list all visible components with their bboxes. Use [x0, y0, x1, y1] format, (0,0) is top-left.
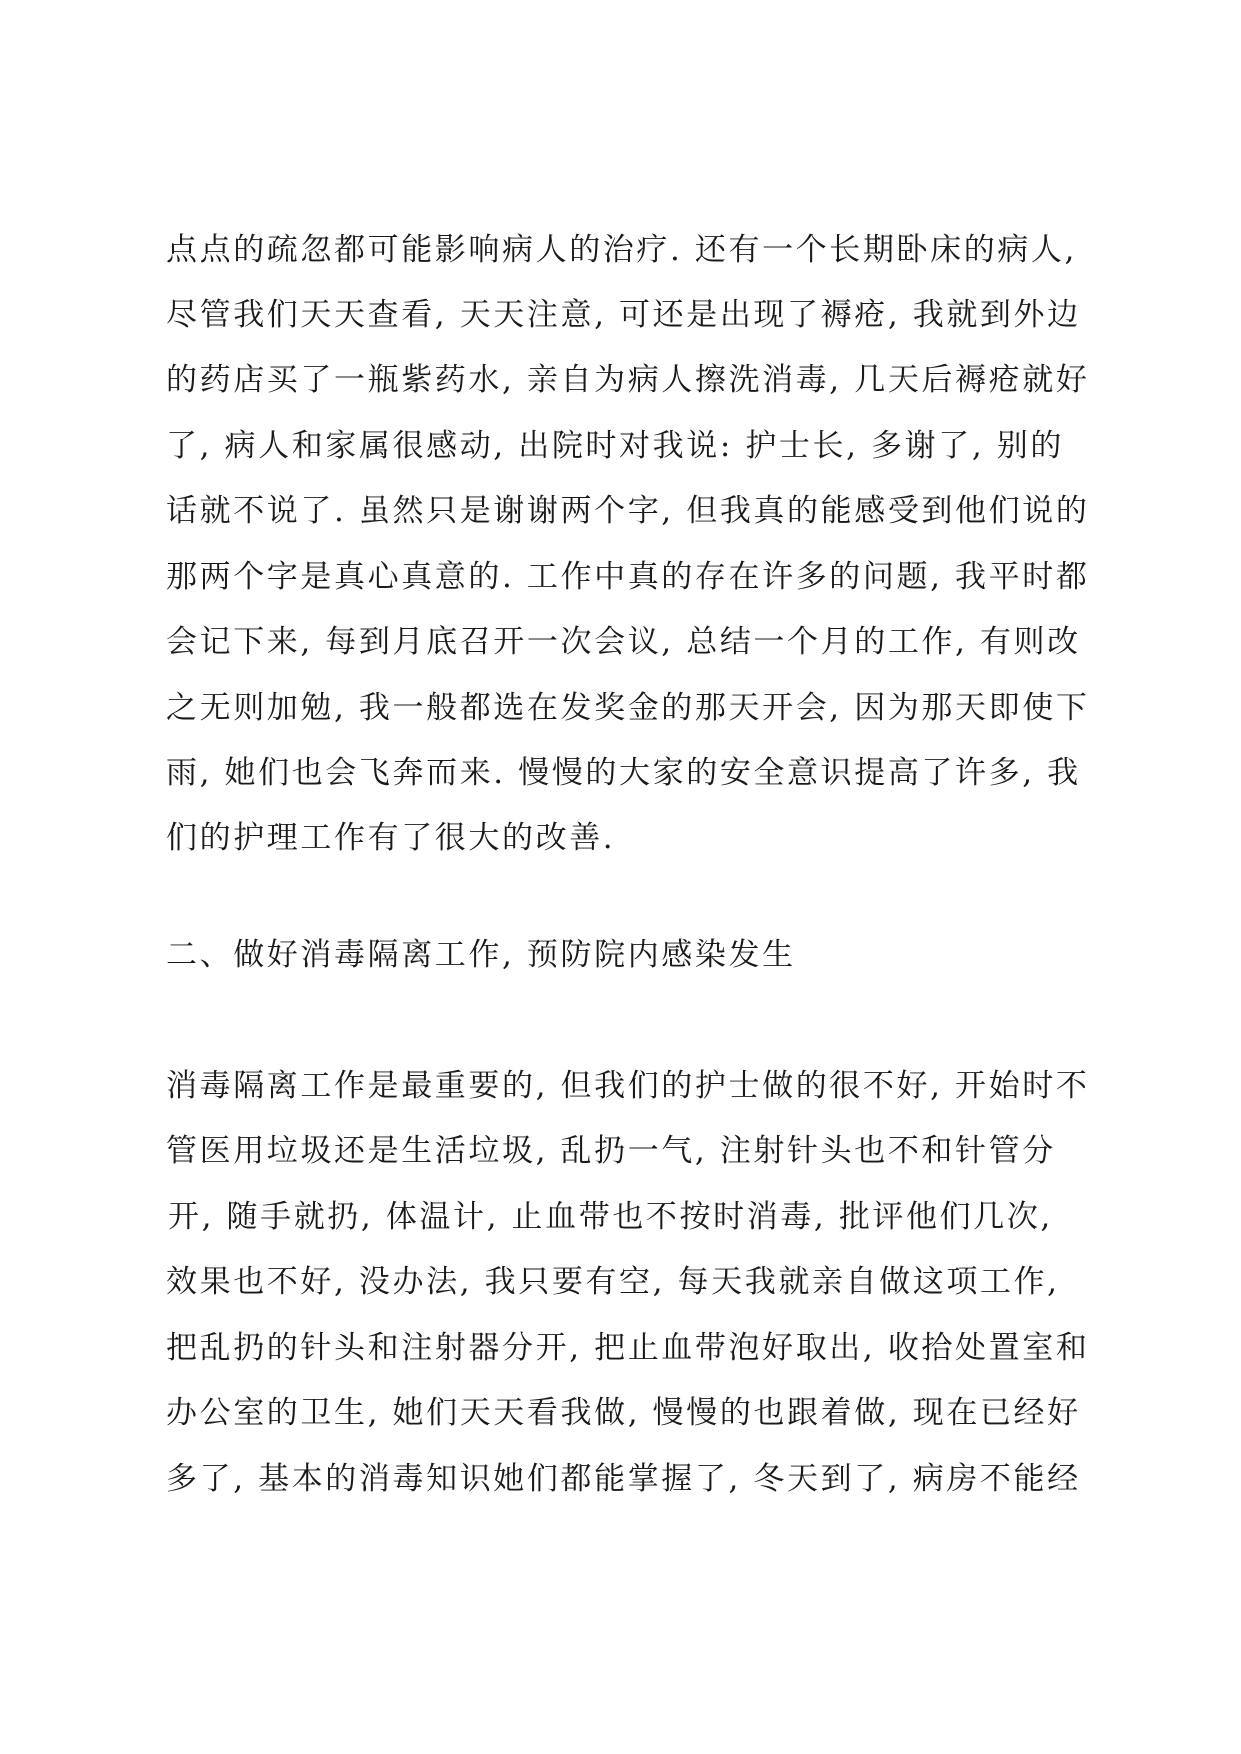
paragraph-line: 管医用垃圾还是生活垃圾, 乱扔一气, 注射针头也不和针管分: [166, 1133, 1056, 1169]
paragraph-line: 雨, 她们也会飞奔而来. 慢慢的大家的安全意识提高了许多, 我: [166, 755, 1081, 791]
paragraph-line: 话就不说了. 虽然只是谢谢两个字, 但我真的能感受到他们说的: [166, 493, 1090, 529]
paragraph-line: 办公室的卫生, 她们天天看我做, 慢慢的也跟着做, 现在已经好: [166, 1395, 1081, 1431]
section-heading: 二、做好消毒隔离工作, 预防院内感染发生: [166, 937, 796, 973]
paragraph-line: 开, 随手就扔, 体温计, 止血带也不按时消毒, 批评他们几次,: [168, 1199, 1053, 1235]
paragraph-line: 多了, 基本的消毒知识她们都能掌握了, 冬天到了, 病房不能经: [166, 1461, 1081, 1497]
paragraph-line: 把乱扔的针头和注射器分开, 把止血带泡好取出, 收拾处置室和: [166, 1330, 1090, 1366]
paragraph-line: 会记下来, 每到月底召开一次会议, 总结一个月的工作, 有则改: [166, 624, 1081, 660]
paragraph-line: 尽管我们天天查看, 天天注意, 可还是出现了褥疮, 我就到外边: [166, 297, 1081, 333]
paragraph-line: 点点的疏忽都可能影响病人的治疗. 还有一个长期卧床的病人,: [166, 232, 1077, 268]
paragraph-line: 那两个字是真心真意的. 工作中真的存在许多的问题, 我平时都: [166, 559, 1090, 595]
paragraph-line: 了, 病人和家属很感动, 出院时对我说: 护士长, 多谢了, 别的: [166, 428, 1064, 464]
paragraph-line: 之无则加勉, 我一般都选在发奖金的那天开会, 因为那天即使下: [166, 690, 1090, 726]
paragraph-line: 的药店买了一瓶紫药水, 亲自为病人擦洗消毒, 几天后褥疮就好: [166, 362, 1090, 398]
paragraph-line: 消毒隔离工作是最重要的, 但我们的护士做的很不好, 开始时不: [166, 1068, 1090, 1104]
paragraph-line: 们的护理工作有了很大的改善.: [166, 820, 616, 856]
paragraph-line: 效果也不好, 没办法, 我只要有空, 每天我就亲自做这项工作,: [166, 1264, 1060, 1300]
